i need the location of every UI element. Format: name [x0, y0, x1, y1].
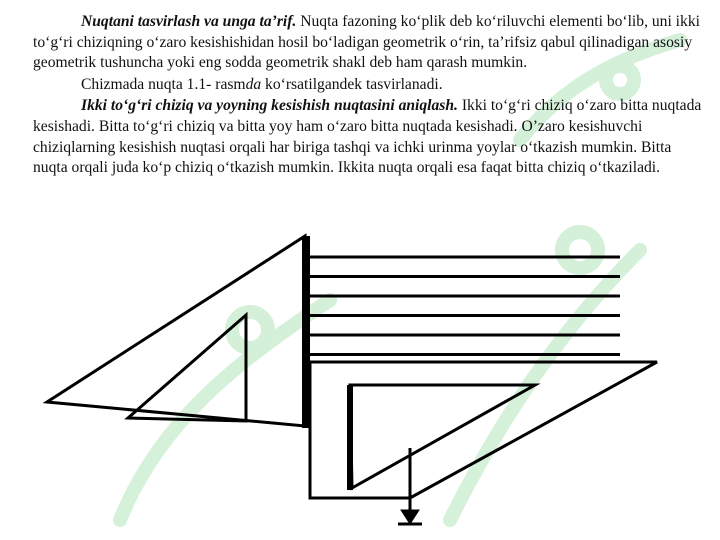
set-square-inner: [128, 315, 246, 421]
arrow-head-icon: [401, 510, 419, 524]
parallel-lines: [310, 257, 620, 355]
paragraph-heading: Ikki to‘g‘ri chiziq va yoyning kesishish nuqtasini aniqlash.: [81, 97, 458, 115]
paragraph-body: Ikki to‘g‘ri chiziq o‘zaro bitta nuqtada kesishadi. Bitta to‘g‘ri chiziq va bitta yoy ham o‘zaro bitta nuqtada kesishadi. O’zaro kesishuvchi chiziqlarning kesishish nuqtasi orqali har biriga tashqi va ichki urinma yoylar o‘tkazish mumkin. Bitta nuqta orqali juda ko‘p chiziq o‘tkazish mumkin. Ikkita nuqta orqali esa faqat bitta chiziq o‘tkaziladi.: [33, 97, 702, 177]
set-square-outer: [47, 236, 305, 426]
figure-drawing-tools: [0, 228, 720, 540]
paragraph-italic-suffix: da: [245, 75, 262, 93]
text-block: [33, 12, 703, 180]
paragraph-intersection: [33, 96, 703, 178]
paragraph-point-definition: [33, 12, 703, 74]
paragraph-heading: Nuqtani tasvirlash va unga ta’rif.: [81, 13, 297, 30]
paragraph-body: Nuqta fazoning ko‘plik deb ko‘riluvchi elementi bo‘lib, uni ikki to‘g‘ri chiziqning o‘zaro kesishishidan hosil bo‘ladigan geometrik o‘rin, ta’rifsiz qabul qilinadigan asosiy geometrik tushuncha yoki eng sodda geometrik shakl deb ham qarash mumkin.: [33, 13, 700, 72]
paragraph-figure-reference: [33, 75, 703, 96]
paragraph-body-end: ko‘rsatilgandek tasvirlanadi.: [261, 75, 443, 93]
paragraph-body-start: Chizmada nuqta 1.1- rasm: [81, 75, 246, 93]
triangle-ruler-inner: [350, 385, 535, 488]
triangle-ruler-outer: [310, 362, 657, 498]
